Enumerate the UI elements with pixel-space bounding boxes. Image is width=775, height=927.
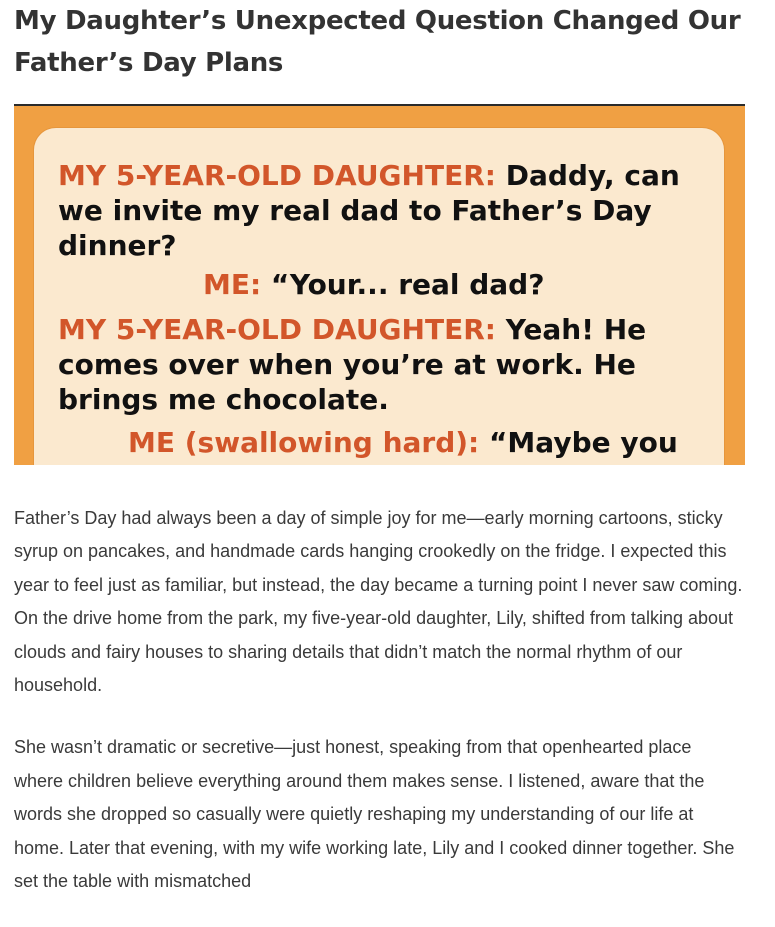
- dialog-quote: Yeah! He comes over when you’re at work. He brings me chocolate.: [58, 313, 647, 416]
- paragraph: She wasn’t dramatic or secretive—just honest, speaking from that openhearted place where children believe everything around them makes sense. I listened, aware that the words she dropped so casually were quietly reshaping my understanding of our life at home. Later that evening, with my wife working late, Lily and I cooked dinner together. She set the table with mismatched: [14, 737, 735, 892]
- dialog-line: [58, 425, 698, 460]
- dialog-text: [58, 158, 698, 460]
- article-body: [14, 502, 745, 927]
- article: [14, 0, 745, 892]
- title-line-1: My Daughter’s Unexpected Question Changed Our: [14, 6, 741, 36]
- article-title: [14, 0, 745, 84]
- title-line-2: Father’s Day Plans: [14, 48, 284, 78]
- dialog-quote: Daddy, can we invite my real dad to Father’s Day dinner?: [58, 159, 680, 262]
- dialog-speaker: MY 5-YEAR-OLD DAUGHTER:: [58, 159, 496, 192]
- dialog-speaker: ME (swallowing hard):: [128, 426, 480, 459]
- dialog-speaker: ME:: [203, 268, 262, 301]
- dialog-line: [58, 312, 698, 417]
- dialog-quote: “Maybe you: [479, 426, 678, 459]
- dialog-speaker: MY 5-YEAR-OLD DAUGHTER:: [58, 313, 496, 346]
- hero-image: [14, 104, 745, 465]
- dialog-quote: “Your... real dad?: [261, 268, 545, 301]
- paragraph: Father’s Day had always been a day of simple joy for me—early morning cartoons, sticky syrup on pancakes, and handmade cards hanging crookedly on the fridge. I expected this year to feel just as familiar, but instead, the day became a turning point I never saw coming. On the drive home from the park, my five-year-old daughter, Lily, shifted from talking about clouds and fairy houses to sharing details that didn’t match the normal rhythm of our household.: [14, 508, 743, 696]
- dialog-line: [58, 158, 698, 263]
- dialog-line: [58, 267, 698, 302]
